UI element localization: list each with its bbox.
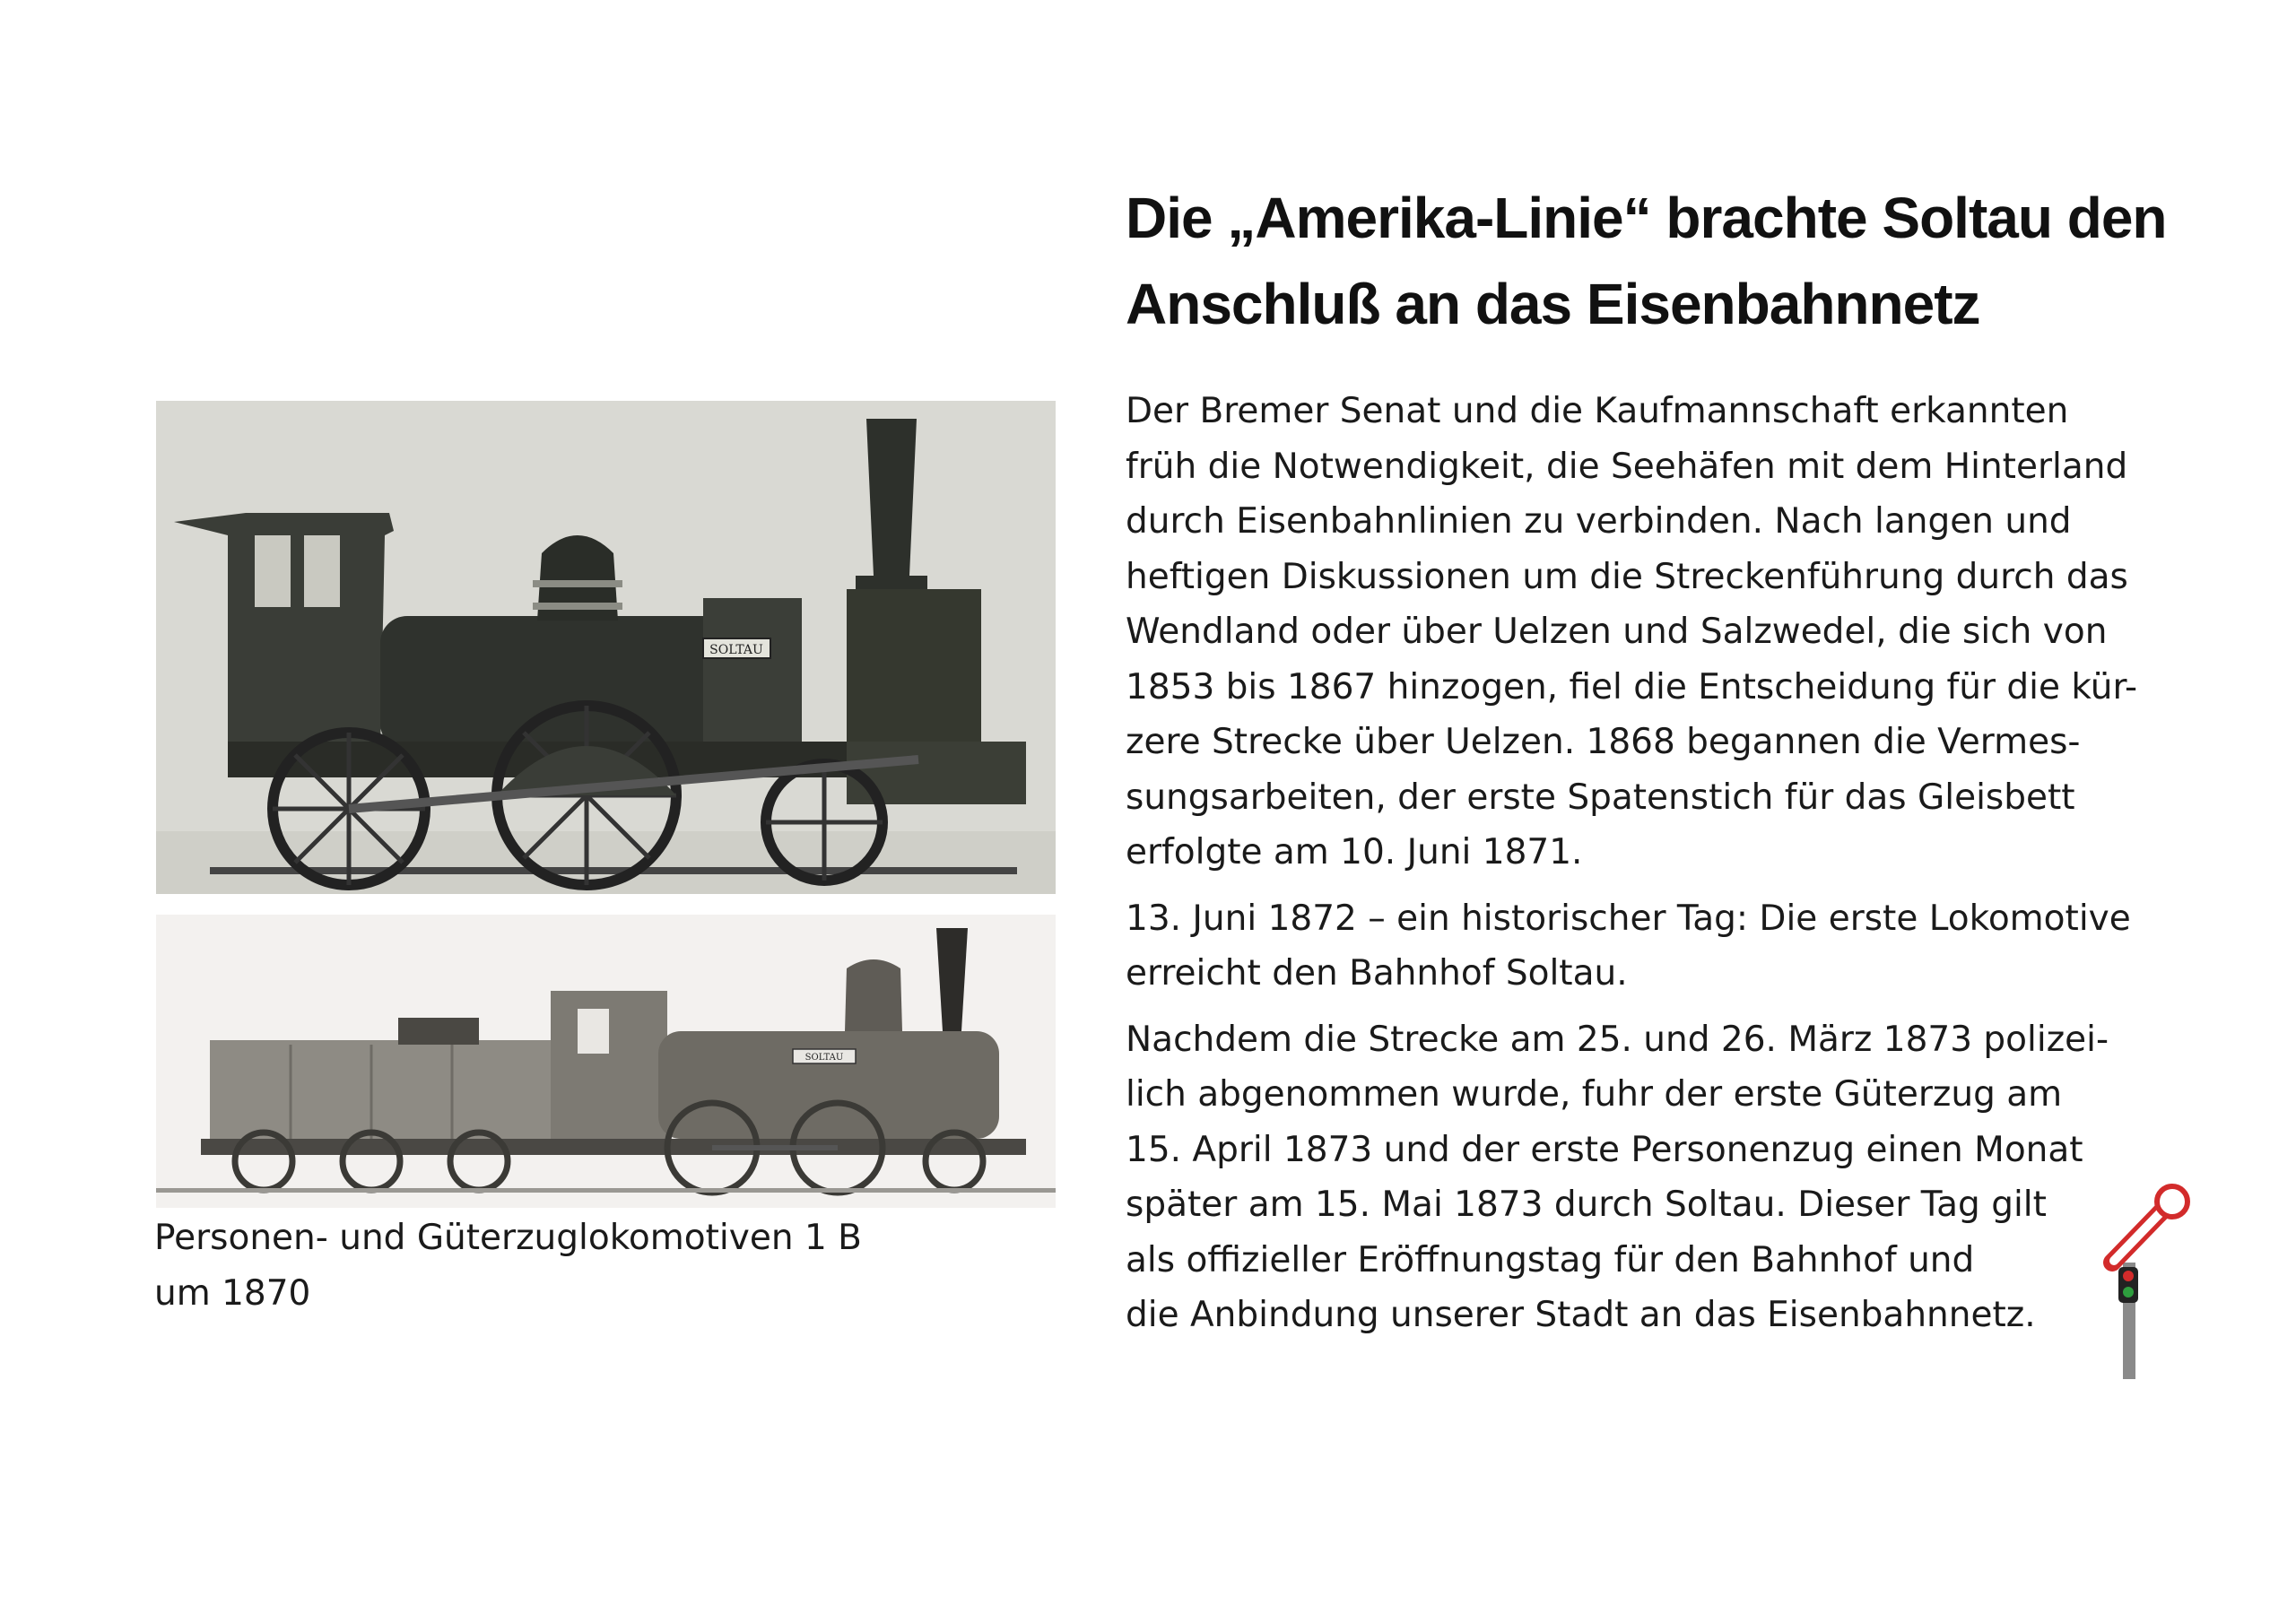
text-line: erfolgte am 10. Juni 1871. (1126, 832, 1583, 872)
paragraph-2 (1126, 891, 2238, 1002)
title-line-2: Anschluß an das Eisenbahnnetz (1126, 272, 1980, 336)
text-line: lich abgenommen wurde, fuhr der erste Güterzug am (1126, 1074, 2063, 1115)
signal-lamp-green (2123, 1287, 2134, 1298)
paragraph-1 (1126, 384, 2238, 881)
text-line: Nachdem die Strecke am 25. und 26. März 1873 polizei- (1126, 1019, 2109, 1060)
text-line: 15. April 1873 und der erste Personenzug einen Monat (1126, 1129, 2083, 1170)
locomotive-photo-bottom (156, 915, 1056, 1208)
text-line: später am 15. Mai 1873 durch Soltau. Dieser Tag gilt (1126, 1185, 2047, 1225)
nameplate-text: SOLTAU (709, 643, 763, 657)
signal-disc (2157, 1186, 2187, 1217)
text-line: Der Bremer Senat und die Kaufmannschaft erkannten (1126, 391, 2069, 431)
text-line: erreicht den Bahnhof Soltau. (1126, 953, 1628, 994)
page-title (1126, 175, 2256, 347)
signal-lamp-red (2123, 1271, 2134, 1281)
railway-signal-icon (2090, 1182, 2197, 1379)
title-line-1: Die „Amerika-Linie“ brachte Soltau den (1126, 186, 2167, 250)
paragraph-3 (1126, 1012, 2238, 1343)
text-line: 1853 bis 1867 hinzogen, fiel die Entscheidung für die kür- (1126, 666, 2138, 707)
text-line: heftigen Diskussionen um die Streckenführung durch das (1126, 556, 2128, 597)
photo-caption (154, 1211, 1015, 1322)
text-line: die Anbindung unserer Stadt an das Eisenbahnnetz. (1126, 1295, 2036, 1335)
text-line: durch Eisenbahnlinien zu verbinden. Nach langen und (1126, 501, 2072, 542)
body-text (1126, 384, 2238, 1354)
text-line: sungsarbeiten, der erste Spatenstich für das Gleisbett (1126, 777, 2075, 818)
caption-line-1: Personen- und Güterzuglokomotiven 1 B (154, 1218, 862, 1258)
text-line: früh die Notwendigkeit, die Seehäfen mit dem Hinterland (1126, 446, 2128, 487)
text-line: 13. Juni 1872 – ein historischer Tag: Die erste Lokomotive (1126, 898, 2131, 939)
text-line: zere Strecke über Uelzen. 1868 begannen die Vermes- (1126, 722, 2081, 762)
text-line: Wendland oder über Uelzen und Salzwedel, die sich von (1126, 612, 2108, 652)
nameplate-text: SOLTAU (804, 1053, 844, 1063)
text-line: als offizieller Eröffnungstag für den Bahnhof und (1126, 1239, 1975, 1280)
locomotive-photo-top (156, 401, 1056, 894)
caption-line-2: um 1870 (154, 1273, 311, 1314)
